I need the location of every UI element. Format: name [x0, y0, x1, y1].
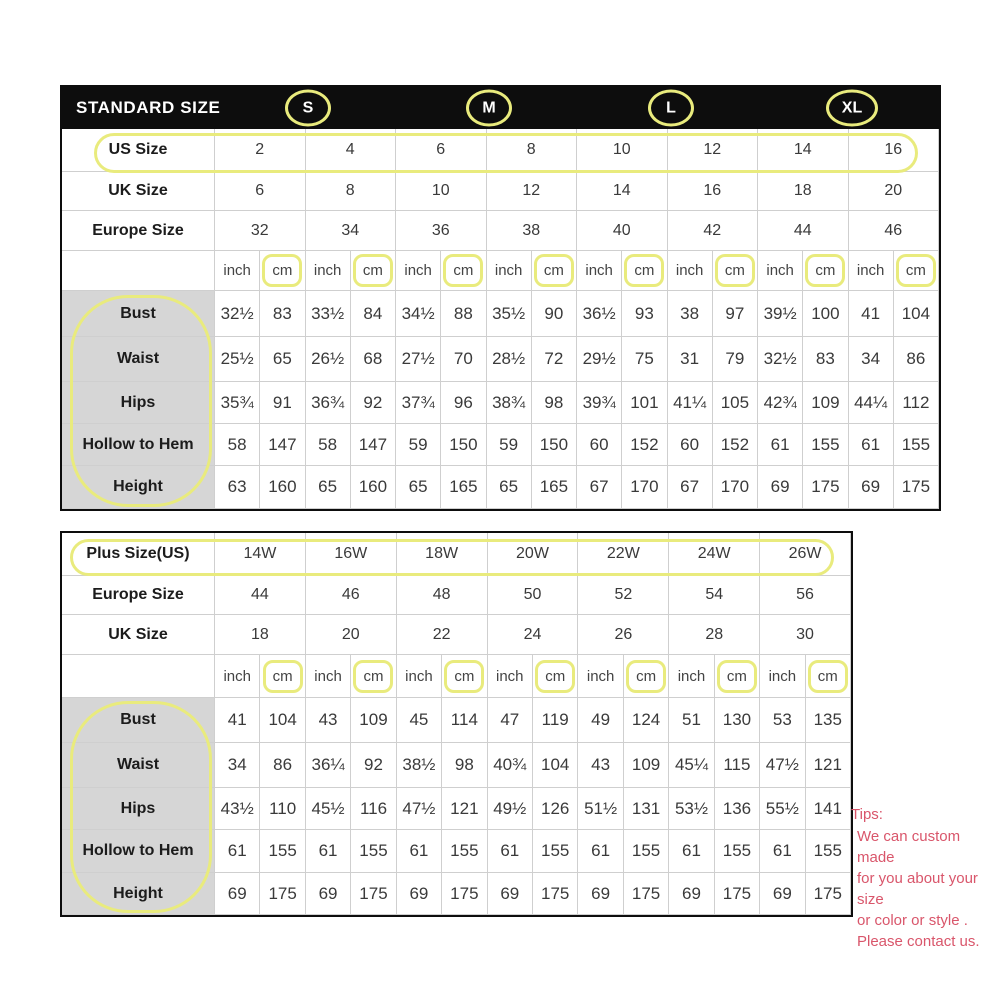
plus-measure-value: 43½ [215, 788, 260, 830]
tips-line: or color or style . [857, 912, 968, 929]
tips-note [851, 804, 999, 952]
standard-measure-value: 29½ [577, 337, 622, 382]
cm-label [351, 251, 396, 291]
plus-measure-value: 130 [715, 698, 760, 743]
plus-measure-value: 47½ [760, 743, 805, 788]
standard-size-value: 36 [396, 211, 487, 251]
standard-measure-value: 72 [532, 337, 577, 382]
cm-label [533, 655, 578, 698]
standard-measure-value: 79 [713, 337, 758, 382]
plus-measure-value: 55½ [760, 788, 805, 830]
plus-size-row-label: Europe Size [62, 576, 215, 615]
tips-title: Tips: [851, 806, 883, 823]
plus-measure-value: 61 [669, 830, 714, 873]
standard-size-value: 16 [668, 172, 759, 211]
standard-size-value: 8 [306, 172, 397, 211]
cm-label [713, 251, 758, 291]
plus-measure-value: 124 [624, 698, 669, 743]
standard-size-value: 38 [487, 211, 578, 251]
standard-size-table [60, 85, 941, 511]
standard-measure-value: 104 [894, 291, 939, 337]
plus-measure-value: 36¼ [306, 743, 351, 788]
standard-measure-value: 63 [215, 466, 260, 509]
standard-measure-value: 27½ [396, 337, 441, 382]
standard-size-value: 6 [215, 172, 306, 211]
standard-measure-value: 28½ [487, 337, 532, 382]
cm-highlight-box: cm [715, 254, 755, 287]
standard-measure-label: Hollow to Hem [62, 424, 215, 466]
standard-size-title: STANDARD SIZE [76, 98, 221, 117]
standard-measure-value: 112 [894, 382, 939, 424]
plus-size-value: 24W [669, 533, 760, 576]
plus-measure-value: 121 [442, 788, 487, 830]
standard-measure-value: 150 [441, 424, 486, 466]
standard-measure-value: 41 [849, 291, 894, 337]
standard-measure-value: 155 [894, 424, 939, 466]
plus-size-grid [62, 533, 851, 915]
standard-measure-value: 31 [668, 337, 713, 382]
plus-measure-value: 49 [578, 698, 623, 743]
standard-measure-value: 150 [532, 424, 577, 466]
plus-measure-value: 45¼ [669, 743, 714, 788]
plus-size-table [60, 531, 853, 917]
standard-measure-value: 175 [894, 466, 939, 509]
plus-measure-value: 45½ [306, 788, 351, 830]
cm-label [894, 251, 939, 291]
standard-measure-value: 155 [803, 424, 848, 466]
standard-measure-value: 25½ [215, 337, 260, 382]
cm-label [442, 655, 487, 698]
size-badge-l: L [648, 90, 694, 127]
plus-measure-value: 126 [533, 788, 578, 830]
standard-measure-value: 68 [351, 337, 396, 382]
standard-measure-value: 96 [441, 382, 486, 424]
plus-measure-value: 155 [351, 830, 396, 873]
standard-measure-value: 32½ [215, 291, 260, 337]
standard-measure-value: 59 [487, 424, 532, 466]
standard-measure-value: 152 [713, 424, 758, 466]
plus-measure-value: 155 [260, 830, 305, 873]
standard-measure-value: 34½ [396, 291, 441, 337]
standard-size-row-label: Europe Size [62, 211, 215, 251]
plus-measure-value: 115 [715, 743, 760, 788]
inch-label: inch [758, 251, 803, 291]
standard-measure-value: 93 [622, 291, 667, 337]
standard-measure-value: 35½ [487, 291, 532, 337]
standard-size-value: 8 [487, 129, 578, 172]
cm-label [260, 251, 305, 291]
plus-measure-value: 121 [806, 743, 851, 788]
plus-measure-value: 155 [624, 830, 669, 873]
plus-measure-value: 41 [215, 698, 260, 743]
standard-measure-value: 83 [803, 337, 848, 382]
inch-label: inch [488, 655, 533, 698]
plus-size-value: 20 [306, 615, 397, 655]
standard-measure-value: 86 [894, 337, 939, 382]
standard-size-value: 14 [758, 129, 849, 172]
plus-measure-value: 175 [806, 873, 851, 915]
standard-measure-value: 60 [577, 424, 622, 466]
size-badge-xl: XL [826, 90, 878, 127]
cm-label [351, 655, 396, 698]
standard-measure-value: 147 [260, 424, 305, 466]
cm-label [532, 251, 577, 291]
cm-highlight-box: cm [808, 660, 848, 693]
plus-measure-value: 86 [260, 743, 305, 788]
inch-label: inch [487, 251, 532, 291]
standard-measure-value: 165 [441, 466, 486, 509]
tips-line: We can custom made [857, 828, 961, 866]
plus-measure-value: 175 [715, 873, 760, 915]
plus-measure-value: 61 [760, 830, 805, 873]
standard-size-value: 12 [668, 129, 759, 172]
plus-measure-value: 110 [260, 788, 305, 830]
inch-label: inch [849, 251, 894, 291]
inch-label: inch [215, 655, 260, 698]
plus-measure-label: Bust [62, 698, 215, 743]
tips-line: for you about your size [857, 870, 978, 908]
plus-measure-value: 155 [806, 830, 851, 873]
cm-highlight-box: cm [805, 254, 845, 287]
cm-highlight-box: cm [443, 254, 483, 287]
plus-size-value: 52 [578, 576, 669, 615]
plus-measure-label: Waist [62, 743, 215, 788]
standard-measure-value: 97 [713, 291, 758, 337]
inch-label: inch [669, 655, 714, 698]
standard-measure-value: 105 [713, 382, 758, 424]
plus-measure-value: 69 [760, 873, 805, 915]
plus-measure-value: 34 [215, 743, 260, 788]
standard-measure-value: 39¾ [577, 382, 622, 424]
standard-size-value: 42 [668, 211, 759, 251]
standard-measure-value: 38 [668, 291, 713, 337]
standard-measure-label: Waist [62, 337, 215, 382]
plus-size-row-label: Plus Size(US) [62, 533, 215, 576]
standard-measure-value: 88 [441, 291, 486, 337]
standard-size-row-label: US Size [62, 129, 215, 172]
plus-measure-value: 51 [669, 698, 714, 743]
standard-measure-label: Hips [62, 382, 215, 424]
plus-size-value: 18 [215, 615, 306, 655]
standard-measure-label: Height [62, 466, 215, 509]
standard-measure-value: 61 [849, 424, 894, 466]
standard-measure-value: 147 [351, 424, 396, 466]
cm-highlight-box: cm [534, 254, 574, 287]
plus-measure-value: 104 [260, 698, 305, 743]
standard-measure-value: 37¾ [396, 382, 441, 424]
plus-size-value: 22 [397, 615, 488, 655]
plus-measure-value: 38½ [397, 743, 442, 788]
standard-size-value: 18 [758, 172, 849, 211]
plus-measure-value: 61 [306, 830, 351, 873]
cm-label [441, 251, 486, 291]
inch-label: inch [397, 655, 442, 698]
standard-measure-value: 42¾ [758, 382, 803, 424]
plus-measure-value: 69 [578, 873, 623, 915]
plus-measure-value: 131 [624, 788, 669, 830]
standard-measure-value: 100 [803, 291, 848, 337]
cm-highlight-box: cm [624, 254, 664, 287]
standard-measure-value: 65 [260, 337, 305, 382]
plus-measure-value: 175 [533, 873, 578, 915]
plus-measure-value: 175 [624, 873, 669, 915]
standard-measure-value: 109 [803, 382, 848, 424]
standard-measure-value: 36½ [577, 291, 622, 337]
standard-size-value: 34 [306, 211, 397, 251]
plus-size-value: 18W [397, 533, 488, 576]
cm-label [715, 655, 760, 698]
plus-size-value: 24 [488, 615, 579, 655]
standard-size-value: 6 [396, 129, 487, 172]
standard-measure-value: 170 [622, 466, 667, 509]
plus-measure-value: 104 [533, 743, 578, 788]
standard-size-row-label: UK Size [62, 172, 215, 211]
standard-size-value: 10 [396, 172, 487, 211]
cm-highlight-box: cm [717, 660, 757, 693]
plus-measure-value: 155 [533, 830, 578, 873]
plus-size-value: 48 [397, 576, 488, 615]
cm-highlight-box: cm [626, 660, 666, 693]
plus-measure-value: 136 [715, 788, 760, 830]
plus-size-value: 44 [215, 576, 306, 615]
standard-size-value: 40 [577, 211, 668, 251]
plus-size-value: 26W [760, 533, 851, 576]
plus-measure-value: 155 [715, 830, 760, 873]
plus-measure-value: 69 [397, 873, 442, 915]
standard-size-value: 2 [215, 129, 306, 172]
standard-measure-value: 160 [260, 466, 305, 509]
standard-measure-value: 41¼ [668, 382, 713, 424]
standard-size-value: 44 [758, 211, 849, 251]
standard-size-header [62, 87, 939, 129]
standard-size-value: 14 [577, 172, 668, 211]
standard-measure-value: 65 [487, 466, 532, 509]
plus-measure-value: 61 [397, 830, 442, 873]
standard-measure-value: 36¾ [306, 382, 351, 424]
plus-size-value: 28 [669, 615, 760, 655]
plus-measure-value: 43 [306, 698, 351, 743]
plus-measure-value: 119 [533, 698, 578, 743]
plus-measure-value: 61 [488, 830, 533, 873]
standard-measure-value: 35¾ [215, 382, 260, 424]
plus-measure-value: 69 [669, 873, 714, 915]
plus-measure-value: 43 [578, 743, 623, 788]
inch-label: inch [215, 251, 260, 291]
standard-measure-value: 92 [351, 382, 396, 424]
standard-measure-value: 175 [803, 466, 848, 509]
standard-measure-value: 33½ [306, 291, 351, 337]
plus-size-value: 14W [215, 533, 306, 576]
plus-measure-value: 175 [260, 873, 305, 915]
standard-measure-label: Bust [62, 291, 215, 337]
standard-size-value: 46 [849, 211, 940, 251]
cm-highlight-box: cm [444, 660, 484, 693]
plus-measure-value: 61 [215, 830, 260, 873]
standard-measure-value: 61 [758, 424, 803, 466]
standard-unit-row-label [62, 251, 215, 291]
plus-measure-label: Hollow to Hem [62, 830, 215, 873]
standard-measure-value: 84 [351, 291, 396, 337]
plus-measure-value: 98 [442, 743, 487, 788]
plus-measure-value: 40¾ [488, 743, 533, 788]
plus-measure-label: Height [62, 873, 215, 915]
standard-measure-value: 65 [396, 466, 441, 509]
plus-size-value: 26 [578, 615, 669, 655]
cm-highlight-box: cm [263, 660, 303, 693]
cm-label [624, 655, 669, 698]
standard-measure-value: 67 [668, 466, 713, 509]
standard-measure-value: 34 [849, 337, 894, 382]
plus-measure-value: 53½ [669, 788, 714, 830]
plus-measure-value: 53 [760, 698, 805, 743]
standard-measure-value: 39½ [758, 291, 803, 337]
plus-size-value: 16W [306, 533, 397, 576]
plus-measure-value: 116 [351, 788, 396, 830]
tips-line: Please contact us. [857, 933, 980, 950]
standard-size-value: 12 [487, 172, 578, 211]
standard-measure-value: 67 [577, 466, 622, 509]
plus-size-value: 56 [760, 576, 851, 615]
cm-label [622, 251, 667, 291]
plus-measure-value: 49½ [488, 788, 533, 830]
standard-measure-value: 69 [758, 466, 803, 509]
standard-measure-value: 26½ [306, 337, 351, 382]
plus-measure-value: 175 [442, 873, 487, 915]
inch-label: inch [577, 251, 622, 291]
standard-measure-value: 58 [215, 424, 260, 466]
standard-measure-value: 38¾ [487, 382, 532, 424]
standard-measure-value: 70 [441, 337, 486, 382]
plus-size-value: 22W [578, 533, 669, 576]
standard-measure-value: 98 [532, 382, 577, 424]
inch-label: inch [578, 655, 623, 698]
standard-size-value: 32 [215, 211, 306, 251]
standard-measure-value: 165 [532, 466, 577, 509]
plus-measure-value: 69 [306, 873, 351, 915]
standard-size-value: 10 [577, 129, 668, 172]
plus-measure-value: 109 [351, 698, 396, 743]
inch-label: inch [668, 251, 713, 291]
cm-highlight-box: cm [353, 254, 393, 287]
inch-label: inch [306, 655, 351, 698]
plus-size-value: 30 [760, 615, 851, 655]
cm-label [806, 655, 851, 698]
standard-size-grid [62, 129, 939, 509]
inch-label: inch [306, 251, 351, 291]
tips-lines [851, 826, 999, 952]
standard-measure-value: 69 [849, 466, 894, 509]
cm-highlight-box: cm [896, 254, 936, 287]
standard-measure-value: 83 [260, 291, 305, 337]
inch-label: inch [760, 655, 805, 698]
standard-measure-value: 101 [622, 382, 667, 424]
size-badge-m: M [466, 90, 512, 127]
standard-size-value: 4 [306, 129, 397, 172]
standard-size-value: 20 [849, 172, 940, 211]
standard-size-value: 16 [849, 129, 940, 172]
inch-label: inch [396, 251, 441, 291]
plus-measure-value: 47 [488, 698, 533, 743]
plus-measure-value: 109 [624, 743, 669, 788]
standard-measure-value: 65 [306, 466, 351, 509]
plus-measure-value: 141 [806, 788, 851, 830]
size-badge-s: S [285, 90, 331, 127]
standard-measure-value: 152 [622, 424, 667, 466]
standard-measure-value: 160 [351, 466, 396, 509]
plus-measure-value: 135 [806, 698, 851, 743]
plus-measure-value: 45 [397, 698, 442, 743]
cm-highlight-box: cm [262, 254, 302, 287]
plus-measure-value: 47½ [397, 788, 442, 830]
standard-measure-value: 59 [396, 424, 441, 466]
plus-measure-label: Hips [62, 788, 215, 830]
standard-measure-value: 170 [713, 466, 758, 509]
plus-size-value: 54 [669, 576, 760, 615]
plus-measure-value: 69 [215, 873, 260, 915]
cm-highlight-box: cm [353, 660, 393, 693]
standard-measure-value: 91 [260, 382, 305, 424]
plus-size-value: 46 [306, 576, 397, 615]
standard-measure-value: 60 [668, 424, 713, 466]
standard-measure-value: 44¼ [849, 382, 894, 424]
plus-unit-row-label [62, 655, 215, 698]
plus-measure-value: 114 [442, 698, 487, 743]
plus-measure-value: 69 [488, 873, 533, 915]
plus-measure-value: 51½ [578, 788, 623, 830]
standard-measure-value: 58 [306, 424, 351, 466]
cm-highlight-box: cm [535, 660, 575, 693]
cm-label [260, 655, 305, 698]
standard-measure-value: 90 [532, 291, 577, 337]
plus-measure-value: 175 [351, 873, 396, 915]
cm-label [803, 251, 848, 291]
plus-size-value: 50 [488, 576, 579, 615]
plus-measure-value: 155 [442, 830, 487, 873]
plus-size-value: 20W [488, 533, 579, 576]
plus-measure-value: 92 [351, 743, 396, 788]
plus-size-row-label: UK Size [62, 615, 215, 655]
standard-measure-value: 32½ [758, 337, 803, 382]
standard-measure-value: 75 [622, 337, 667, 382]
plus-measure-value: 61 [578, 830, 623, 873]
